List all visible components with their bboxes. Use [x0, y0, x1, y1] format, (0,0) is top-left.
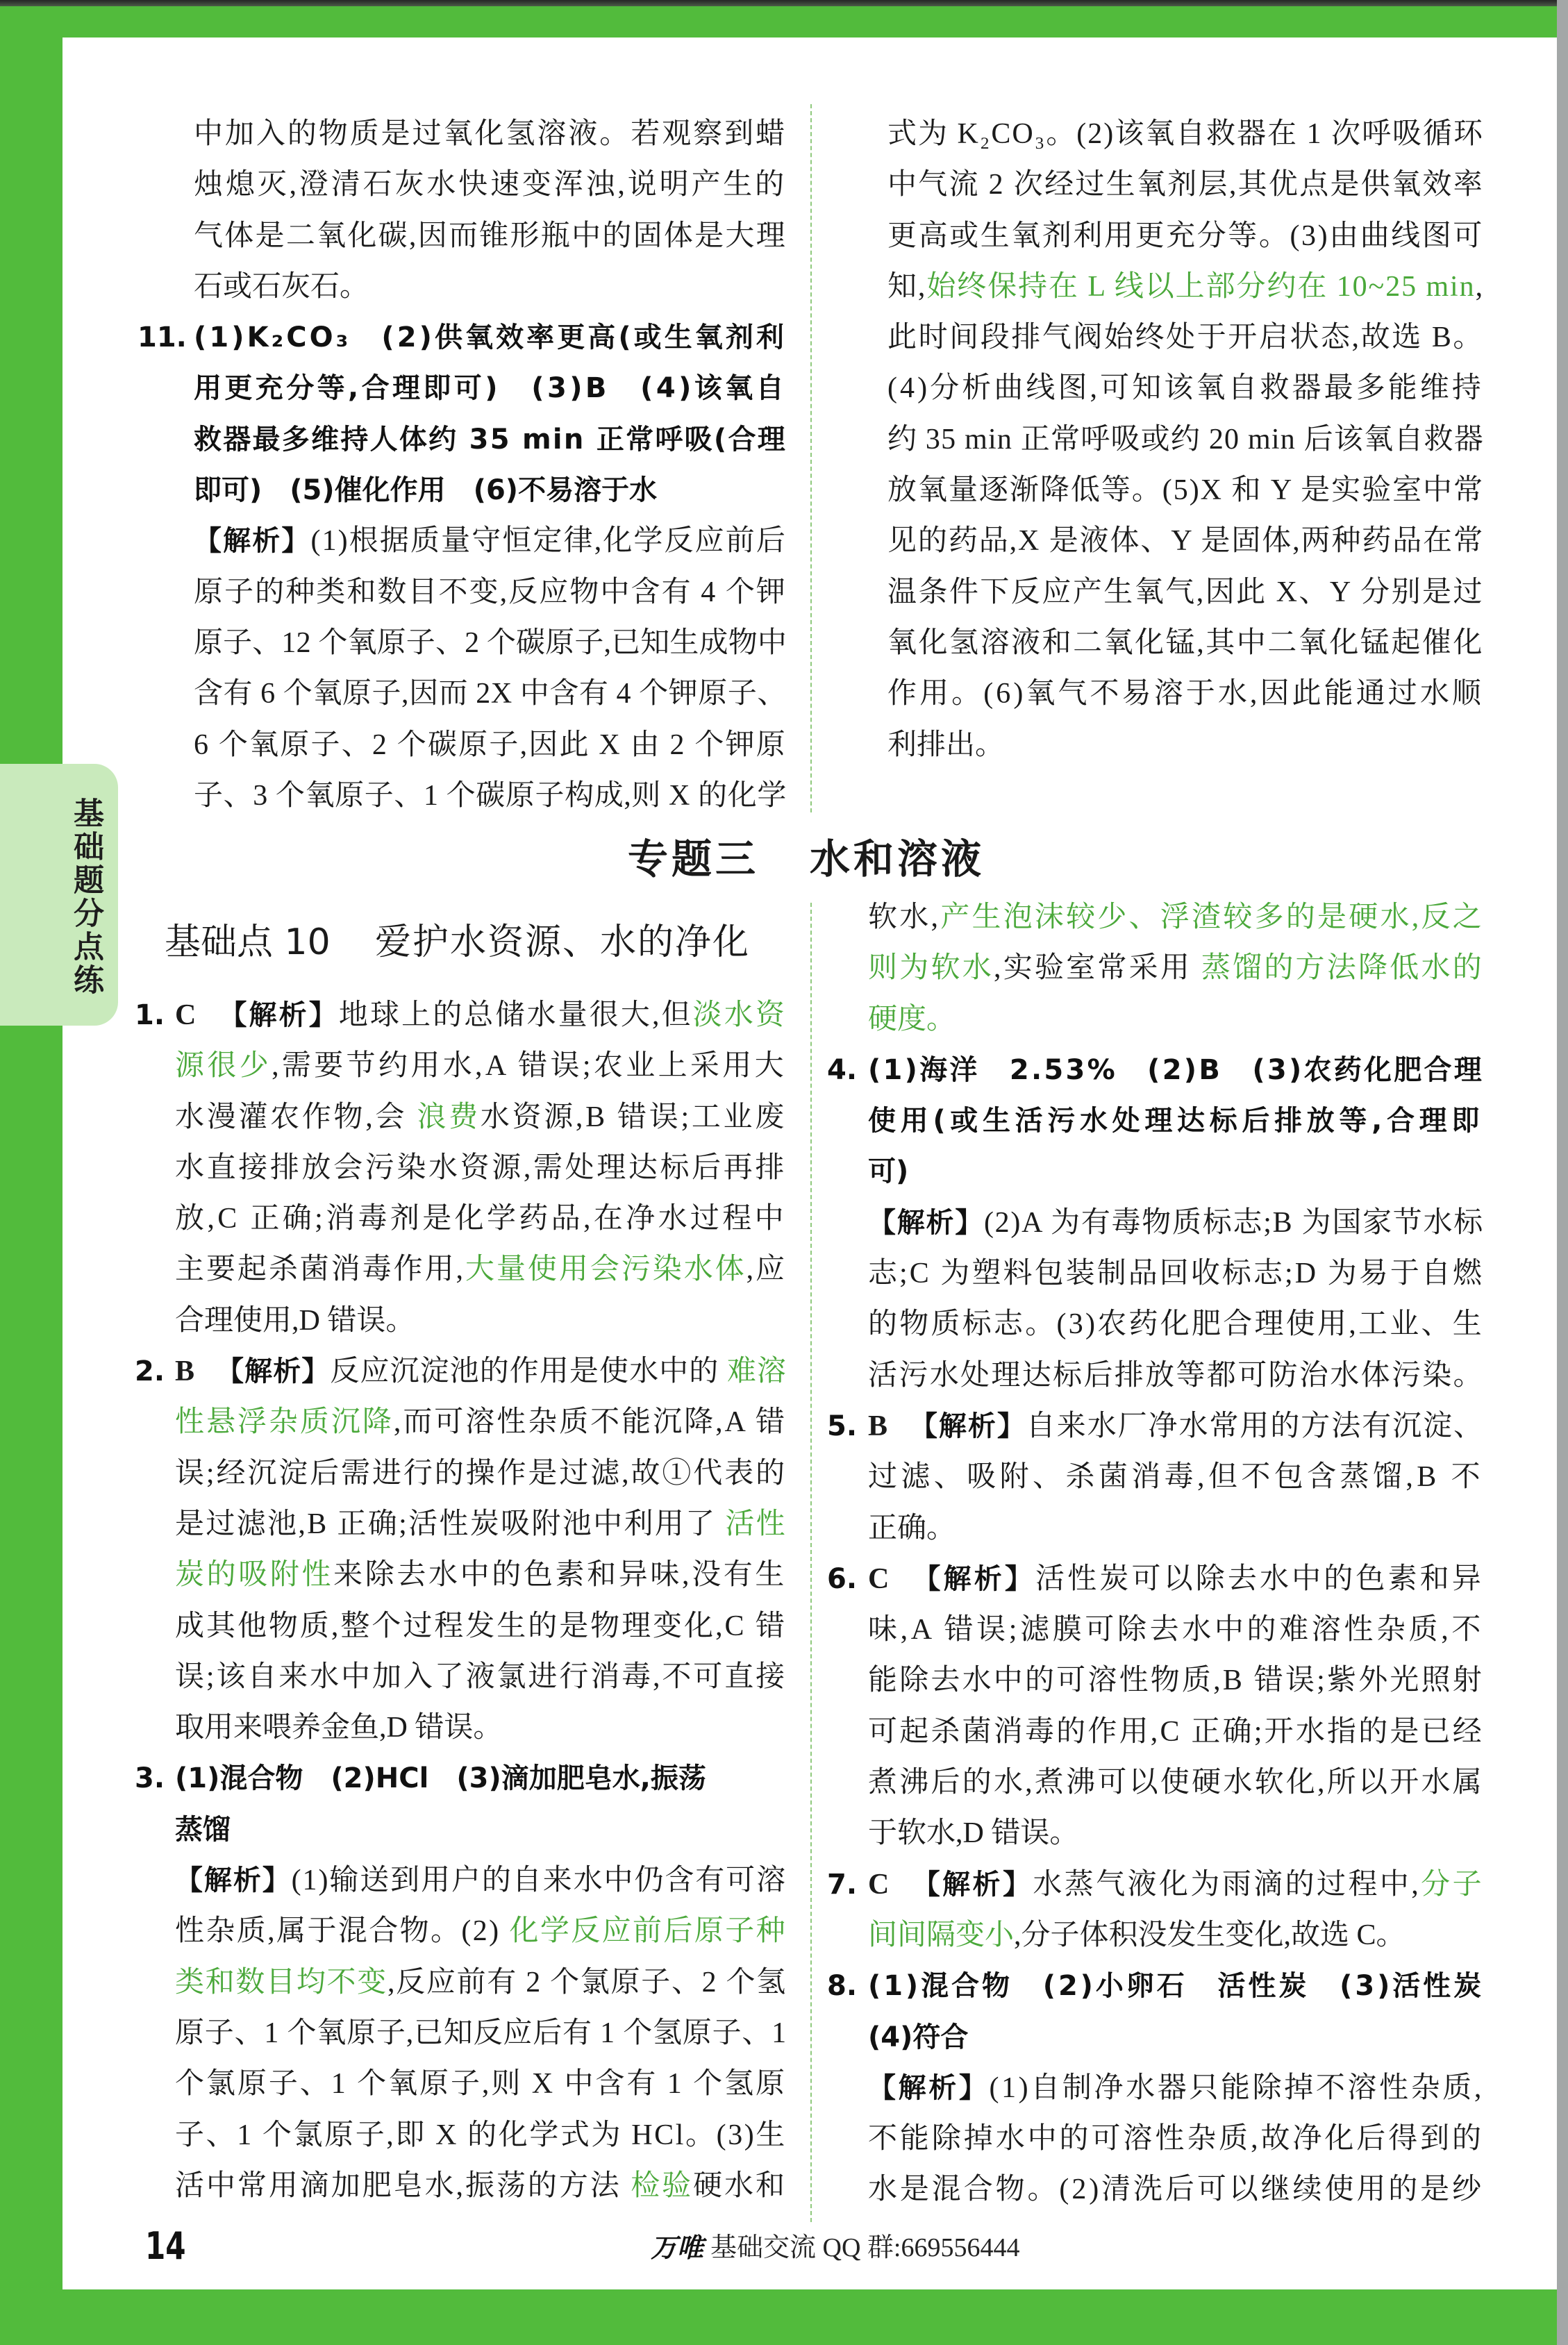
- body-text: 氧化氢溶液和二氧化锰,其中二氧化锰起催化: [887, 626, 1484, 659]
- question-answer-line: [135, 1346, 787, 1397]
- line-content: [175, 1652, 787, 1703]
- line-content: [175, 990, 787, 1041]
- body-text: 正确。: [868, 1512, 956, 1544]
- analysis-tag: 【解析】: [912, 1868, 1033, 1901]
- line-content: [194, 669, 787, 719]
- line-content: [887, 211, 1484, 262]
- text-line: [868, 2063, 1484, 2114]
- right-column-bottom: [827, 892, 1485, 2216]
- line-content: [868, 1758, 1484, 1808]
- body-text: 含有 6 个氧原子,因而 2X 中含有 4 个钾原子、: [194, 678, 787, 710]
- text-line: [175, 2059, 787, 2110]
- line-content: [868, 994, 956, 1045]
- line-content: [175, 1244, 787, 1295]
- text-line: [868, 1605, 1484, 1655]
- body-text: 能除去水中的可溶性物质,B 错误;紫外光照射: [868, 1664, 1484, 1697]
- text-line: [887, 415, 1484, 465]
- text-line: [868, 1503, 1484, 1554]
- footer-brand-logo: 万唯: [651, 2233, 704, 2263]
- line-content: [887, 720, 1004, 771]
- text-line: [887, 109, 1484, 160]
- line-content: [868, 1808, 1078, 1859]
- subsection-heading-label: 基础点 10: [165, 921, 331, 963]
- answer-choice: C: [868, 1562, 892, 1595]
- text-line: [868, 1452, 1484, 1503]
- line-content: [868, 1096, 1484, 1146]
- line-content: [194, 109, 787, 160]
- body-text: 气体是二氧化碳,因而锥形瓶中的固体是大理: [194, 219, 787, 252]
- body-text: 见的药品,X 是液体、Y 是固体,两种药品在常: [887, 525, 1484, 558]
- body-text: 原子、1 个氧原子,已知反应后有 1 个氢原子、1: [175, 2017, 787, 2049]
- question-number: 4.: [827, 1053, 858, 1086]
- key-point-highlight: 间间隔变小: [868, 1919, 1015, 1951]
- body-text: ,: [1475, 270, 1484, 303]
- line-content: [887, 465, 1484, 516]
- body-text: 硬水和: [693, 2169, 787, 2202]
- line-content: [175, 1449, 787, 1499]
- text-line: [175, 1601, 787, 1652]
- side-tab-label: 基础题分点练: [68, 797, 103, 997]
- body-text: 不能除掉水中的可溶性杂质,故净化后得到的: [868, 2123, 1484, 2155]
- body-text: 烛熄灭,澄清石灰水快速变浑浊,说明产生的: [194, 169, 787, 201]
- text-line: [868, 1096, 1484, 1146]
- text-line: [868, 2114, 1484, 2164]
- text-line: [868, 994, 1484, 1045]
- body-text: 过滤、吸附、杀菌消毒,但不包含蒸馏,B 不: [868, 1461, 1484, 1494]
- line-content: [868, 2012, 968, 2063]
- body-text: 自来水厂净水常用的方法有沉淀、: [1026, 1410, 1484, 1442]
- text-line: [175, 1092, 787, 1143]
- body-text: 活污水处理达标后排放等都可防治水体污染。: [868, 1359, 1484, 1392]
- footer-group-info: 基础交流 QQ 群:669556444: [710, 2233, 1020, 2262]
- key-point-highlight: 硬度。: [868, 1003, 956, 1035]
- text-line: [887, 262, 1484, 312]
- analysis-tag: 【解析】: [175, 1864, 292, 1897]
- line-content: [887, 415, 1484, 465]
- body-text: 知,: [887, 270, 927, 303]
- body-text: 成其他物质,整个过程发生的是物理变化,C 错: [175, 1610, 787, 1642]
- body-text: 来除去水中的色素和异味,没有生: [333, 1559, 787, 1592]
- text-line: [175, 1703, 787, 1753]
- text-line: [868, 1808, 1484, 1859]
- body-text: 放,C 正确;消毒剂是化学药品,在净水过程中: [175, 1203, 787, 1235]
- line-content: [175, 1143, 787, 1194]
- line-content: [868, 1707, 1484, 1758]
- text-line: [868, 1146, 1484, 1197]
- line-content: [175, 1296, 415, 1346]
- key-point-highlight: 分子: [1421, 1868, 1484, 1901]
- line-content: [887, 109, 1484, 160]
- line-content: [887, 567, 1484, 618]
- body-text: 活中常用滴加肥皂水,振荡的方法: [175, 2169, 631, 2202]
- key-point-highlight: 检验: [631, 2169, 694, 2202]
- body-text: 性杂质,属于混合物。(2): [175, 1915, 510, 1948]
- question-number: 11.: [137, 322, 187, 354]
- body-text: 中气流 2 次经过生氧剂层,其优点是供氧效率: [887, 169, 1484, 201]
- text-line: [194, 262, 787, 312]
- body-text: 活性炭可以除去水中的色素和异: [1035, 1562, 1484, 1595]
- key-point-highlight: 浪费: [417, 1101, 481, 1133]
- text-line: [887, 567, 1484, 618]
- text-line: [194, 465, 787, 516]
- page-number: 14: [145, 2224, 186, 2268]
- body-text: ,而可溶性杂质不能沉降,A 错: [393, 1406, 787, 1439]
- question-number: 3.: [135, 1762, 165, 1795]
- body-text: ,需要节约用水,A 错误;农业上采用大: [272, 1050, 787, 1083]
- question-number: 7.: [827, 1868, 858, 1901]
- body-text: 作用。(6)氧气不易溶于水,因此能通过水顺: [887, 678, 1484, 710]
- body-text: ,分子体积没发生变化,故选 C。: [1014, 1919, 1406, 1951]
- text-line: [194, 363, 787, 414]
- text-line: [194, 160, 787, 210]
- line-content: [175, 1092, 787, 1143]
- line-content: [175, 1805, 231, 1855]
- line-content: [175, 1601, 787, 1652]
- body-text: 子、3 个氧原子、1 个碳原子构成,则 X 的化学: [194, 779, 787, 812]
- line-content: [887, 363, 1484, 414]
- text-line: [194, 211, 787, 262]
- column-divider-top: [810, 104, 812, 812]
- line-content: [887, 312, 1484, 363]
- key-point-highlight: 类和数目均不变: [175, 1966, 387, 1998]
- answer-text: (4)符合: [868, 2021, 969, 2053]
- analysis-tag: 【解析】: [912, 1562, 1036, 1595]
- line-content: [887, 669, 1484, 719]
- text-line: [175, 1296, 787, 1346]
- key-point-highlight: 大量使用会污染水体: [465, 1253, 747, 1286]
- line-content: [868, 1198, 1484, 1249]
- text-line: [175, 1550, 787, 1601]
- text-line: [887, 160, 1484, 210]
- line-content: [194, 618, 787, 669]
- line-content: [868, 1045, 1484, 1096]
- analysis-tag: 【解析】: [219, 999, 339, 1031]
- text-line: [887, 211, 1484, 262]
- line-content: [868, 892, 1484, 943]
- text-line: [175, 1906, 787, 1957]
- text-line: [887, 465, 1484, 516]
- key-point-highlight: 蒸馏的方法降低水的: [1201, 952, 1484, 985]
- key-point-highlight: 则为软水: [868, 952, 994, 985]
- question-number: 6.: [827, 1562, 858, 1595]
- text-line: [175, 1855, 787, 1906]
- text-line: [194, 415, 787, 465]
- line-content: [868, 1351, 1484, 1401]
- line-content: [175, 1550, 787, 1601]
- question-answer-line: [137, 312, 787, 363]
- line-content: [175, 1194, 787, 1244]
- body-text: 此时间段排气阀始终处于开启状态,故选 B。: [887, 322, 1484, 354]
- answer-text: 使用(或生活污水处理达标后排放等,合理即: [868, 1105, 1484, 1137]
- body-text: ,反应前有 2 个氯原子、2 个氢: [387, 1966, 787, 1998]
- question-number: 1.: [135, 999, 165, 1031]
- body-text: 是过滤池,B 正确;活性炭吸附池中利用了: [175, 1508, 726, 1540]
- line-content: [887, 160, 1484, 210]
- answer-text: 蒸馏: [175, 1813, 231, 1846]
- line-content: [194, 465, 657, 516]
- body-text: 水是混合物。(2)清洗后可以继续使用的是纱: [868, 2173, 1484, 2206]
- analysis-tag: 【解析】: [868, 2071, 990, 2104]
- text-line: [887, 516, 1484, 567]
- body-text: 温条件下反应产生氧气,因此 X、Y 分别是过: [887, 576, 1484, 608]
- line-content: [868, 1452, 1484, 1503]
- analysis-tag: 【解析】: [216, 1355, 331, 1388]
- line-content: [887, 262, 1484, 312]
- body-text: 地球上的总储水量很大,但: [338, 999, 693, 1031]
- line-content: [194, 720, 787, 771]
- line-content: [175, 1753, 706, 1804]
- line-content: [868, 1860, 1484, 1910]
- question-answer-line: [827, 1860, 1484, 1910]
- answer-text: 用更充分等,合理即可) (3)B (4)该氧自: [194, 372, 787, 405]
- key-point-highlight: 难溶: [726, 1355, 787, 1388]
- body-text: 石或石灰石。: [194, 270, 369, 303]
- text-line: [868, 1198, 1484, 1249]
- line-content: [194, 415, 787, 465]
- body-text: 水直接排放会污染水资源,需处理达标后再排: [175, 1151, 787, 1184]
- body-text: 中加入的物质是过氧化氢溶液。若观察到蜡: [194, 118, 787, 150]
- body-text: 原子的种类和数目不变,反应物中含有 4 个钾: [194, 576, 787, 608]
- line-content: [868, 2063, 1484, 2114]
- line-content: [175, 1958, 787, 2008]
- line-content: [868, 2164, 1484, 2215]
- line-content: [194, 312, 787, 363]
- line-content: [175, 2161, 787, 2212]
- line-content: [868, 1401, 1484, 1452]
- question-answer-line: [827, 1401, 1484, 1452]
- answer-text: 即可) (5)催化作用 (6)不易溶于水: [194, 474, 658, 507]
- text-line: [175, 1958, 787, 2008]
- answer-text: (1)混合物 (2)HCl (3)滴加肥皂水,振荡: [175, 1762, 706, 1795]
- key-point-highlight: 活性: [725, 1508, 787, 1540]
- text-line: [887, 669, 1484, 719]
- line-content: [175, 2008, 787, 2059]
- body-text: 更高或生氧剂利用更充分等。(3)由曲线图可: [887, 219, 1484, 252]
- question-answer-line: [827, 1961, 1484, 2012]
- line-content: [868, 1605, 1484, 1655]
- answer-text: (1)海洋 2.53% (2)B (3)农药化肥合理: [868, 1053, 1484, 1086]
- text-line: [194, 567, 787, 618]
- text-line: [175, 1652, 787, 1703]
- line-content: [175, 1397, 787, 1448]
- answer-text: (1)混合物 (2)小卵石 活性炭 (3)活性炭: [868, 1970, 1484, 2003]
- question-answer-line: [827, 1045, 1484, 1096]
- text-line: [175, 1449, 787, 1499]
- line-content: [194, 771, 787, 821]
- text-line: [868, 2012, 1484, 2063]
- body-text: 误;经沉淀后需进行的操作是过滤,故①代表的: [175, 1457, 787, 1489]
- bottom-green-band: [0, 2289, 1557, 2345]
- key-point-highlight: 性悬浮杂质沉降: [175, 1406, 394, 1439]
- answer-text: 可): [868, 1155, 909, 1188]
- line-content: [175, 1855, 787, 1906]
- text-line: [175, 1041, 787, 1092]
- line-content: [868, 1554, 1484, 1605]
- answer-choice: C: [175, 999, 199, 1031]
- key-point-highlight: 源很少: [175, 1050, 272, 1083]
- text-line: [175, 2161, 787, 2212]
- question-answer-line: [135, 990, 787, 1041]
- right-column-top: [887, 109, 1484, 771]
- line-content: [887, 516, 1484, 567]
- body-text: 6 个氧原子、2 个碳原子,因此 X 由 2 个钾原: [194, 728, 787, 761]
- body-text: 的物质标志。(3)农药化肥合理使用,工业、生: [868, 1308, 1484, 1341]
- line-content: [887, 618, 1484, 669]
- answer-choice: B: [175, 1355, 196, 1388]
- question-answer-line: [827, 1554, 1484, 1605]
- body-text: 志;C 为塑料包装制品回收标志;D 为易于自燃: [868, 1258, 1484, 1290]
- text-line: [868, 1299, 1484, 1350]
- section-title-name: 水和溶液: [810, 835, 985, 883]
- text-line: [194, 618, 787, 669]
- body-text: 个氯原子、1 个氧原子,则 X 中含有 1 个氢原: [175, 2068, 787, 2101]
- text-line: [868, 1758, 1484, 1808]
- body-text: 于软水,D 错误。: [868, 1817, 1079, 1850]
- text-line: [868, 1249, 1484, 1299]
- key-point-highlight: 化学反应前后原子种: [509, 1915, 787, 1948]
- line-content: [175, 1346, 787, 1397]
- line-content: [868, 1961, 1484, 2012]
- body-text: (1)自制净水器只能除掉不溶性杂质,: [989, 2071, 1485, 2104]
- text-line: [175, 2008, 787, 2059]
- body-text: 水资源,B 错误;工业废: [480, 1101, 787, 1133]
- body-text: (1)输送到用户的自来水中仍含有可溶: [291, 1864, 787, 1897]
- key-point-highlight: 始终保持在 L 线以上部分约在 10~25 min: [926, 270, 1476, 303]
- text-line: [887, 618, 1484, 669]
- body-text: 主要起杀菌消毒作用,: [175, 1253, 466, 1286]
- body-text: ,应: [746, 1253, 787, 1286]
- line-content: [868, 1655, 1484, 1706]
- text-line: [868, 1655, 1484, 1706]
- line-content: [175, 2110, 787, 2161]
- body-text: 水漫灌农作物,会: [175, 1101, 417, 1133]
- answer-choice: B: [868, 1410, 889, 1442]
- body-text: (4)分析曲线图,可知该氧自救器最多能维持: [887, 372, 1484, 405]
- body-text: 取用来喂养金鱼,D 错误。: [175, 1712, 503, 1744]
- body-text: 误;该自来水中加入了液氯进行消毒,不可直接: [175, 1660, 787, 1693]
- text-line: [887, 363, 1484, 414]
- body-text: (2)A 为有毒物质标志;B 为国家节水标: [983, 1206, 1485, 1239]
- text-line: [868, 2164, 1484, 2215]
- text-line: [194, 669, 787, 719]
- body-text: 味,A 错误;滤膜可除去水中的难溶性杂质,不: [868, 1614, 1484, 1646]
- question-answer-line: [135, 1753, 787, 1804]
- body-text: (1)根据质量守恒定律,化学反应前后: [310, 525, 787, 558]
- body-text: 可起杀菌消毒的作用,C 正确;开水指的是已经: [868, 1715, 1484, 1748]
- key-point-highlight: 炭的吸附性: [175, 1559, 334, 1592]
- text-line: [194, 516, 787, 567]
- text-line: [868, 1707, 1484, 1758]
- line-content: [194, 516, 787, 567]
- text-line: [868, 1910, 1484, 1961]
- body-text: 水蒸气液化为雨滴的过程中,: [1033, 1868, 1421, 1901]
- line-content: [868, 1299, 1484, 1350]
- line-content: [868, 1249, 1484, 1299]
- left-column-bottom: [135, 990, 787, 2212]
- text-line: [175, 1244, 787, 1295]
- key-point-highlight: 淡水资: [692, 999, 787, 1031]
- line-content: [194, 262, 369, 312]
- analysis-tag: 【解析】: [909, 1410, 1026, 1442]
- answer-text: 救器最多维持人体约 35 min 正常呼吸(合理: [194, 423, 787, 456]
- subsection-heading-name: 爱护水资源、水的净化: [375, 921, 751, 963]
- text-line: [194, 720, 787, 771]
- line-content: [175, 1041, 787, 1092]
- text-line: [868, 943, 1484, 994]
- line-content: [868, 943, 1484, 994]
- line-content: [175, 1499, 787, 1550]
- text-line: [175, 1499, 787, 1550]
- body-text: 煮沸后的水,煮沸可以使硬水软化,所以开水属: [868, 1767, 1484, 1799]
- body-text: ,实验室常采用: [993, 952, 1201, 985]
- body-text: 软水,: [868, 901, 941, 933]
- text-line: [175, 2110, 787, 2161]
- key-point-highlight: 产生泡沫较少、浮渣较多的是硬水,反之: [940, 901, 1484, 933]
- body-text: 反应沉淀池的作用是使水中的: [330, 1355, 727, 1388]
- line-content: [194, 211, 787, 262]
- question-number: 2.: [135, 1355, 165, 1388]
- answer-text: (1)K₂CO₃ (2)供氧效率更高(或生氧剂利: [194, 322, 787, 354]
- line-content: [194, 363, 787, 414]
- text-line: [175, 1397, 787, 1448]
- question-number: 8.: [827, 1970, 858, 2003]
- body-text: 利排出。: [887, 728, 1005, 761]
- body-text: 约 35 min 正常呼吸或约 20 min 后该氧自救器: [887, 423, 1484, 456]
- column-divider-bottom: [810, 903, 812, 2222]
- analysis-tag: 【解析】: [868, 1206, 984, 1239]
- analysis-tag: 【解析】: [194, 525, 311, 558]
- line-content: [194, 567, 787, 618]
- body-text: 放氧量逐渐降低等。(5)X 和 Y 是实验室中常: [887, 474, 1484, 507]
- line-content: [868, 1910, 1406, 1961]
- line-content: [175, 1703, 502, 1753]
- text-line: [887, 720, 1484, 771]
- body-text: 原子、12 个氧原子、2 个碳原子,已知生成物中: [194, 626, 787, 659]
- top-edge-shadow: [0, 0, 1557, 6]
- line-content: [175, 1906, 787, 1957]
- text-line: [868, 892, 1484, 943]
- line-content: [868, 1503, 956, 1554]
- line-content: [194, 160, 787, 210]
- answer-choice: C: [868, 1868, 892, 1901]
- body-text: 合理使用,D 错误。: [175, 1304, 415, 1337]
- body-text: 子、1 个氯原子,即 X 的化学式为 HCl。(3)生: [175, 2119, 787, 2151]
- text-line: [194, 109, 787, 160]
- question-number: 5.: [827, 1410, 858, 1442]
- text-line: [175, 1194, 787, 1244]
- text-line: [194, 771, 787, 821]
- line-content: [868, 1146, 908, 1197]
- section-title-prefix: 专题三: [628, 835, 760, 883]
- left-column-top: [137, 109, 787, 821]
- text-line: [175, 1805, 787, 1855]
- text-line: [175, 1143, 787, 1194]
- text-line: [887, 312, 1484, 363]
- line-content: [868, 2114, 1484, 2164]
- body-text: 式为 K₂CO₃。(2)该氧自救器在 1 次呼吸循环: [887, 118, 1484, 150]
- text-line: [868, 1351, 1484, 1401]
- line-content: [175, 2059, 787, 2110]
